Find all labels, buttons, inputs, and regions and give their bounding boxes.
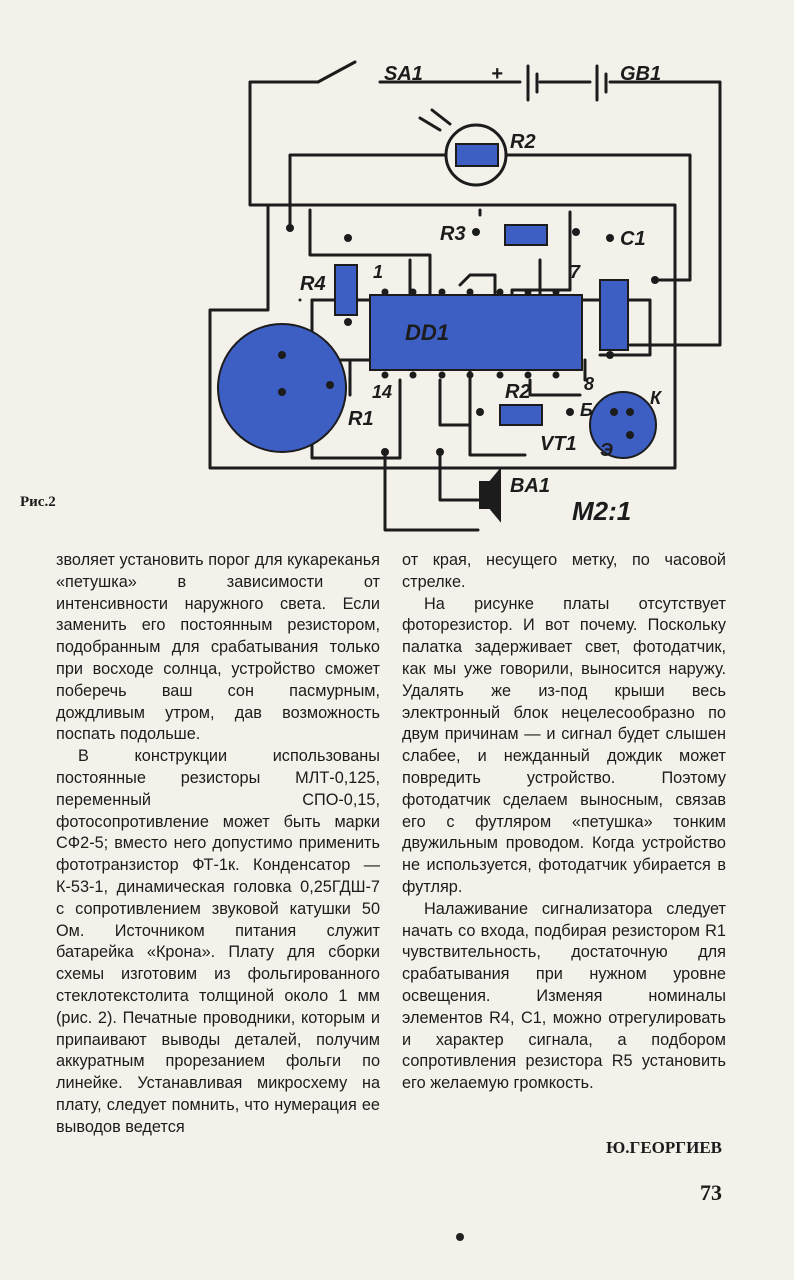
label-k: К <box>650 388 662 408</box>
pcb-figure <box>0 0 794 545</box>
label-dd1: DD1 <box>405 320 450 345</box>
label-c1: C1 <box>620 228 646 250</box>
pcb-drawing <box>0 0 794 545</box>
right-column <box>402 550 726 1095</box>
label-pin1: 1 <box>373 262 384 282</box>
label-pin7: 7 <box>570 262 581 282</box>
label-base: Б <box>580 400 593 420</box>
label-plus: + <box>491 63 503 85</box>
label-r1: R1 <box>348 408 374 430</box>
label-ba1: BA1 <box>510 475 551 497</box>
label-r4: R4 <box>300 273 326 295</box>
label-pin8: 8 <box>584 374 595 394</box>
left-column <box>56 550 380 1139</box>
label-vt1: VT1 <box>540 433 577 455</box>
scale-label: M2:1 <box>572 496 632 526</box>
label-sa1: SA1 <box>384 63 423 85</box>
paragraph: зволяет установить порог для кукареканья «петушка» в зависимости от интенсивности наружного света. Если заменить его постоянным резистором, подобранным для срабатывания только при восходе солнца, устройство сможет поберечь ваш сон пасмурным, дождливым утром, дав возможность поспать подольше. <box>56 551 380 744</box>
author: Ю.ГЕОРГИЕВ <box>606 1138 722 1157</box>
paragraph: от края, несущего метку, по часовой стрелке. <box>402 551 726 591</box>
label-r3: R3 <box>440 223 466 245</box>
paragraph: На рисунке платы отсутствует фоторезистор. И вот почему. Поскольку палатка задерживает свет, фотодатчик, как мы уже говорили, выносится наружу. Удалять же из-под крыши весь электронный блок нецелесообразно по двум причинам — и сигнал будет слышен слабее, и нежданный дождик может повредить устройство. Поэтому фотодатчик сделаем выносным, связав его с футляром «петушка» тонким двужильным проводом. Когда устройство не используется, фотодатчик убирается в футляр. <box>402 594 726 896</box>
page-number: 73 <box>700 1180 722 1205</box>
label-e: Э <box>600 440 613 460</box>
paragraph: В конструкции использованы постоянные резисторы МЛТ-0,125, переменный СПО-0,15, фотосопротивление может быть марки СФ2-5; вместо него допустимо применить фототранзистор ФТ-1к. Конденсатор — К-53-1, динамическая головка 0,25ГДШ-7 с сопротивлением звуковой катушки 50 Ом. Источником питания служит батарейка «Крона». Плату для сборки схемы изготовим из фольгированного стеклотекстолита толщиной около 1 мм (рис. 2). Печатные проводники, которым и припаивают выводы деталей, получим аккуратным прорезанием фольги по линейке. Устанавливая микросхему на плату, следует помнить, что нумерация ее выводов ведется <box>56 747 380 1136</box>
label-r2-bottom: R2 <box>505 381 531 403</box>
paragraph: Налаживание сигнализатора следует начать со входа, подбирая резистором R1 чувствительность, достаточную для срабатывания при нужном уровне освещения. Изменяя номиналы элементов R4, C1, можно отрегулировать и характер сигнала, а подбором сопротивления резистора R5 установить его желаемую громкость. <box>402 899 726 1093</box>
label-pin14: 14 <box>372 382 393 402</box>
figure-caption: Рис.2 <box>20 494 56 510</box>
label-r2-top: R2 <box>510 131 536 153</box>
label-gb1: GB1 <box>620 63 662 85</box>
print-dot <box>456 1233 464 1241</box>
